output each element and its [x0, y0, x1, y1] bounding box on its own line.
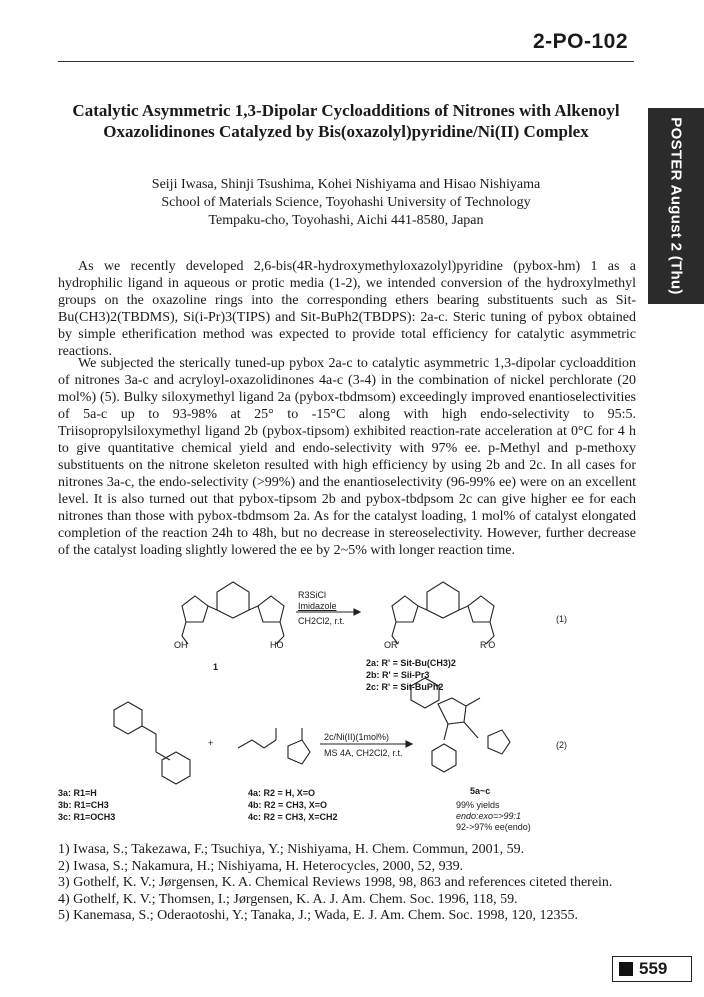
- dipolarophile-4a-label: 4a: R2 = H, X=O: [248, 788, 316, 798]
- references: [58, 842, 648, 925]
- oh-left-label: OH: [174, 640, 188, 650]
- pybox-2-structure: [392, 582, 494, 644]
- condition-solvent: MS 4A, CH2Cl2, r.t.: [324, 748, 403, 758]
- body-paragraph-2: We subjected the sterically tuned-up pybox 2a-c to catalytic asymmetric 1,3-dipolar cycloaddition of nitrones 3a-c and acryloyl-oxazolidinones 4a-c (3-4) in the combination of nickel perchlorate (20 mol%) (5). Bulky siloxymethyl ligand 2a (pybox-tbdmsom) exceedingly improved enantioselectivities of 5a-c up to 93-98% at 25° to -15°C along with high endo-selectivity to 95:5. Triisopropylsiloxymethyl ligand 2b (pybox-tipsom) exhibited reaction-rate acceleration at 0°C for 4 h to give quantitative chemical yield and endo-selectivity with 97% ee. p-Methyl and p-methoxy substituents on the nitrone skeleton resulted with high efficiency by using 2b and 2c. In all cases for nitrones 3a-c, the endo-selectivity (>99%) and the enantioselectivity (96-99% ee) were on an excellent level. It is also turned out that pybox-tipsom 2b and pybox-tbdpsom 2c can give higher ee for each nitrones than those with pybox-tbdmsom 2a. As for the catalyst loading, 1 mol% of catalyst elongated completion of the reaction 24h to 48h, but no decrease in stereoselectivity. However, further decrease of the catalyst loading slightly lowered the ee by 2~5% with longer reaction time.: [58, 356, 636, 558]
- author-names: Seiji Iwasa, Shinji Tsushima, Kohei Nishiyama and Hisao Nishiyama: [151, 177, 541, 192]
- reference-5: 5) Kanemasa, S.; Oderaotoshi, Y.; Tanaka, J.; Wada, E. J. Am. Chem. Soc. 1998, 120, 12355.: [58, 908, 578, 923]
- product-structure: [411, 678, 510, 772]
- page-number-box: [612, 956, 692, 982]
- affiliation: School of Materials Science, Toyohashi University of Technology: [161, 195, 531, 210]
- ee-label: 92->97% ee(endo): [456, 822, 531, 832]
- nitrone-3c-label: 3c: R1=OCH3: [58, 812, 116, 822]
- header-rule: [58, 61, 634, 62]
- reference-3: 3) Gothelf, K. V.; Jørgensen, K. A. Chemical Reviews 1998, 98, 863 and references citeted therein.: [58, 875, 613, 890]
- or-left-label: OR': [384, 640, 400, 650]
- equation-2-label: (2): [556, 740, 567, 750]
- reference-1: 1) Iwasa, S.; Takezawa, F.; Tsuchiya, Y.; Nishiyama, H. Chem. Commun, 2001, 59.: [58, 842, 525, 857]
- oh-right-label: HO: [270, 640, 284, 650]
- side-tab: [648, 108, 704, 304]
- reagent-solvent: CH2Cl2, r.t.: [298, 616, 345, 626]
- equation-1-label: (1): [556, 614, 567, 624]
- body-paragraph-1: As we recently developed 2,6-bis(4R-hydroxymethyloxazolyl)pyridine (pybox-hm) 1 as a hydrophilic ligand in aqueous or protic media (1-2), we intended conversion of the hydroxylmethyl groups on the oxazoline rings into the corresponding ethers bearing substituents such as Sit-Bu(CH3)2(TBDMS), Si(i-Pr)3(TIPS) and Sit-BuPh2(TBDPS): 2a-c. Steric tuning of pybox obtained by simple etherification method was expected to provide total efficiency for catalytic asymmetric reactions.: [58, 259, 636, 359]
- product-5-label: 5a~c: [470, 786, 491, 796]
- reaction-schemes: [58, 568, 648, 838]
- reference-4: 4) Gothelf, K. V.; Thomsen, I.; Jørgensen, K. A. J. Am. Chem. Soc. 1996, 118, 59.: [58, 891, 518, 907]
- reference-2: 2) Iwasa, S.; Nakamura, H.; Nishiyama, H. Heterocycles, 2000, 52, 939.: [58, 858, 464, 874]
- poster-code: 2-PO-102: [532, 30, 628, 53]
- author-block: [58, 176, 634, 230]
- condition-catalyst: 2c/Ni(II)(1mol%): [324, 732, 390, 742]
- dipolarophile-4b-label: 4b: R2 = CH3, X=O: [248, 800, 328, 810]
- paper-title: [58, 100, 634, 142]
- ligand-2c-label: 2c: R' = Sit-BuPh2: [366, 682, 444, 692]
- nitrone-structure: [114, 702, 190, 784]
- nitrone-3a-label: 3a: R1=H: [58, 788, 97, 798]
- pybox-1-structure: [182, 582, 284, 644]
- ligand-2b-label: 2b: R' = Sii-Pr3: [366, 670, 430, 680]
- yield-label: 99% yields: [456, 800, 500, 810]
- page-number: 559: [639, 959, 668, 978]
- nitrone-3b-label: 3b: R1=CH3: [58, 800, 109, 810]
- compound-1-label: 1: [213, 662, 219, 672]
- side-tab-label: POSTER August 2 (Thu): [667, 117, 685, 295]
- title-line-1: Catalytic Asymmetric 1,3-Dipolar Cycloadditions of Nitrones with Alkenoyl: [72, 101, 620, 120]
- reagent-silyl-chloride: R3SiCl: [298, 590, 327, 600]
- endo-exo-label: endo:exo=>99:1: [456, 811, 522, 821]
- dipolarophile-structure: [238, 728, 310, 764]
- plus-sign: +: [208, 738, 214, 748]
- dipolarophile-4c-label: 4c: R2 = CH3, X=CH2: [248, 812, 338, 822]
- or-right-label: R'O: [480, 640, 496, 650]
- reagent-imidazole: Imidazole: [298, 601, 337, 611]
- address: Tempaku-cho, Toyohashi, Aichi 441-8580, Japan: [208, 213, 484, 228]
- scheme-drawings: [58, 568, 648, 838]
- title-line-2: Oxazolidinones Catalyzed by Bis(oxazolyl)pyridine/Ni(II) Complex: [103, 122, 589, 141]
- ligand-2a-label: 2a: R' = Sit-Bu(CH3)2: [366, 658, 456, 668]
